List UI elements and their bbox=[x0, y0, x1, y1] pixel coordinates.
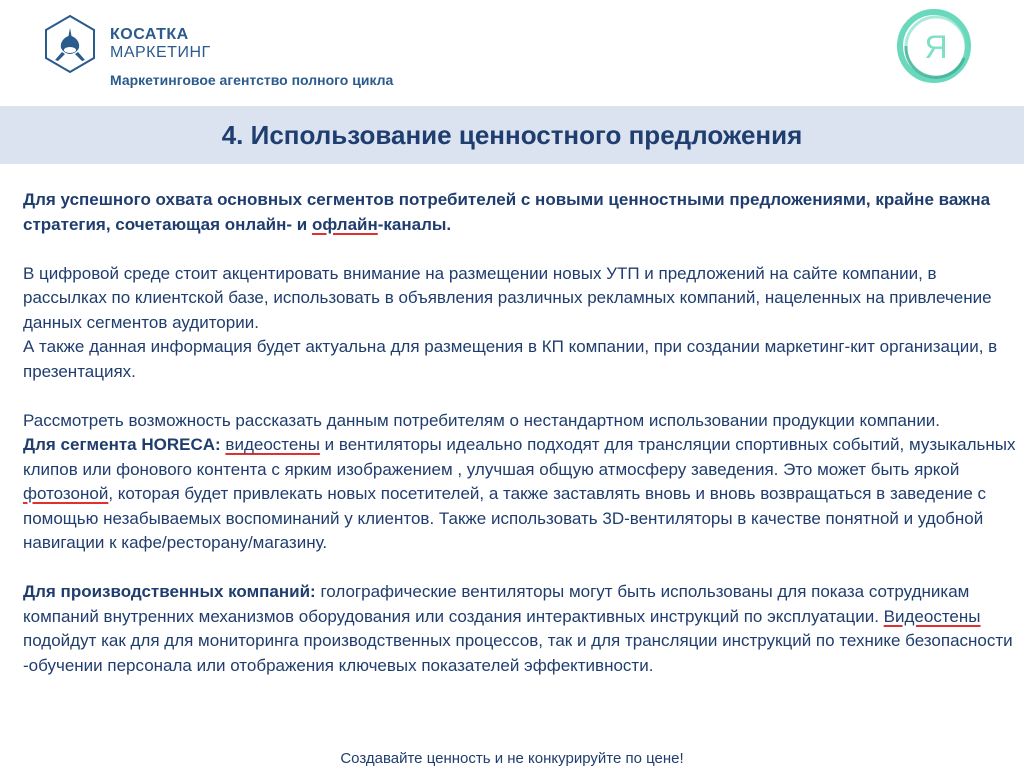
horeca-text-1: и вентиляторы идеально подходят для трансляции спортивных событий, музыкальных клипов или фонового контента с ярким изображением , улучшая общую атмосферу заведения. Это может быть яркой bbox=[23, 435, 1016, 479]
title-band bbox=[0, 106, 1024, 164]
digital-paragraph-1: В цифровой среде стоит акцентировать внимание на размещении новых УТП и предложений на сайте компании, в рассылках по клиентской базе, использовать в объявления различных рекламных компаний, нацеленных на привлечение данных сегментов аудитории. bbox=[23, 263, 992, 332]
production-text-2: подойдут как для для мониторинга производственных процессов, так и для трансляции инструкций по технике безопасности -обучении персонала или отображения ключевых показателей эффективности. bbox=[23, 631, 1013, 675]
intro-text-end: -каналы. bbox=[377, 214, 452, 234]
svg-text:Я: Я bbox=[924, 29, 948, 65]
spellcheck-word: видеостены bbox=[225, 435, 320, 454]
intro-text: Для успешного охвата основных сегментов потребителей с новыми ценностными предложениями, крайне важна стратегия, сочетающая онлайн- и bbox=[23, 190, 991, 234]
footer-slogan: Создавайте ценность и не конкурируйте по цене! bbox=[340, 750, 684, 767]
page-title: 4. Использование ценностного предложения bbox=[221, 119, 803, 150]
spellcheck-word: Видеостены bbox=[883, 606, 981, 626]
orca-hexagon-icon bbox=[44, 14, 96, 74]
intro-paragraph bbox=[23, 188, 1021, 237]
spellcheck-word: фотозоной bbox=[23, 484, 109, 503]
digital-paragraph-2: А также данная информация будет актуальна для размещения в КП компании, при создании маркетинг-кит организации, в презентациях. bbox=[23, 337, 998, 381]
horeca-text-2: , которая будет привлекать новых посетителей, а также заставлять вновь и вновь возвращаться в заведение с помощью незабываемых воспоминаний у клиентов. Также использовать 3D-вентиляторы в качестве понятной и удобной навигации к кафе/ресторану/магазину. bbox=[23, 484, 987, 552]
unusual-use-paragraph: Рассмотреть возможность рассказать данным потребителям о нестандартном использовании продукции компании. bbox=[23, 410, 941, 430]
company-tagline: Маркетинговое агентство полного цикла bbox=[110, 72, 394, 88]
production-label: Для производственных компаний: bbox=[23, 582, 316, 601]
company-logo-text bbox=[110, 26, 211, 62]
horeca-paragraph bbox=[23, 433, 1021, 556]
production-text-1: голографические вентиляторы могут быть использованы для показа сотрудникам компаний внутренних механизмов оборудования или создания интерактивных инструкций по эксплуатации. bbox=[23, 582, 970, 626]
header bbox=[0, 0, 1024, 104]
document-body bbox=[23, 188, 1021, 678]
production-paragraph bbox=[23, 580, 1021, 678]
logo-line2: МАРКЕТИНГ bbox=[110, 44, 211, 61]
spellcheck-word: офлайн bbox=[311, 214, 378, 234]
horeca-label: Для сегмента HORECA: bbox=[23, 435, 221, 454]
logo-line1: КОСАТКА bbox=[110, 26, 189, 43]
ya-circle-logo-icon bbox=[894, 6, 978, 86]
